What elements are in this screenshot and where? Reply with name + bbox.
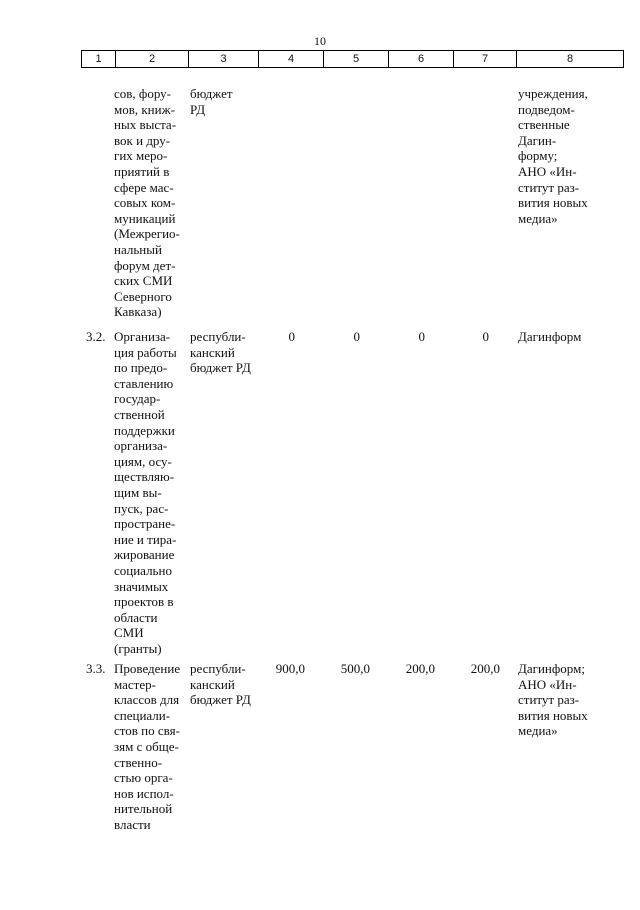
row-1-funding-source: бюджет РД — [190, 86, 233, 117]
column-header-2: 2 — [115, 51, 188, 67]
row-2-number: 3.2. — [86, 329, 106, 344]
column-header-1: 1 — [95, 53, 102, 65]
column-header-3: 3 — [188, 51, 258, 67]
column-header-5: 5 — [323, 51, 388, 67]
row-3-value-6: 200,0 — [405, 661, 435, 676]
row-2-value-5: 0 — [353, 329, 360, 344]
row-3-value-4: 900,0 — [275, 661, 305, 676]
table-header-row — [81, 50, 624, 68]
column-header-4: 4 — [258, 51, 323, 67]
row-1-name: сов, фору- мов, книж- ных выста- вок и дру- гих меро- приятий в сфере мас- совых ком- муникаций (Межрегио- нальный форум дет- ских СМИ Северного Кавказа) — [114, 86, 180, 320]
row-3-funding-source: республи- канский бюджет РД — [190, 661, 251, 708]
row-3-executor: Дагинформ; АНО «Ин- ститут раз- вития новых медиа» — [518, 661, 588, 739]
column-header-7: 7 — [453, 51, 516, 67]
row-3-value-5: 500,0 — [340, 661, 370, 676]
row-2-value-4: 0 — [288, 329, 295, 344]
row-3-value-7: 200,0 — [470, 661, 500, 676]
column-header-8: 8 — [516, 51, 623, 67]
row-1-executor: учреждения, подведом- ственные Дагин- форму; АНО «Ин- ститут раз- вития новых медиа» — [518, 86, 588, 226]
row-2-name: Организа- ция работы по предо- ставлению государ- ственной поддержки организа- циям, осу- ществляю- щим вы- пуск, рас- простране- ние и тира- жирование социально значимых проектов в области СМИ (гранты) — [114, 329, 177, 656]
page-number: 10 — [314, 34, 326, 48]
column-header-6: 6 — [388, 51, 453, 67]
row-2-value-7: 0 — [482, 329, 489, 344]
row-3-name: Проведение мастер- классов для специали- стов по свя- зям с обще- ственно- стью орга- нов испол- нительной власти — [114, 661, 181, 832]
row-2-value-6: 0 — [418, 329, 425, 344]
row-2-funding-source: республи- канский бюджет РД — [190, 329, 251, 376]
row-2-executor: Дагинформ — [518, 329, 582, 344]
row-3-number: 3.3. — [86, 661, 106, 676]
